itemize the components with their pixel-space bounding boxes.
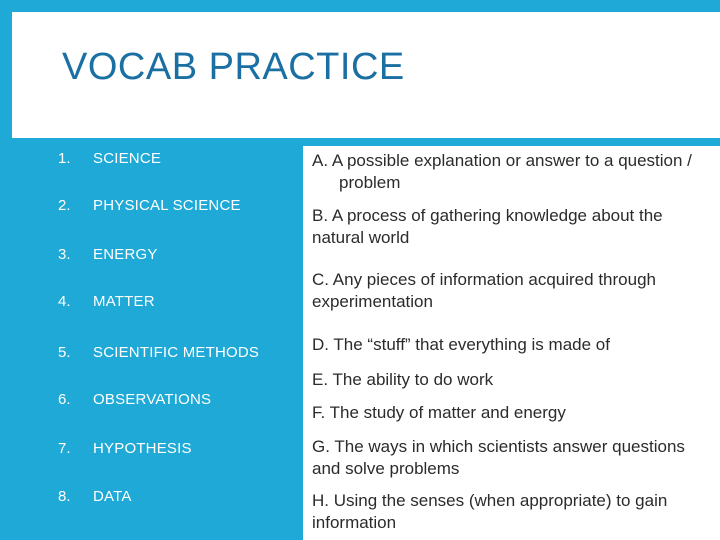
definition-item: C. Any pieces of information acquired through experimentation [312,270,656,311]
definition-item: D. The “stuff” that everything is made of [312,335,610,354]
term-word: OBSERVATIONS [93,391,212,408]
term-number: 1. [58,150,71,167]
term-number: 6. [58,391,71,408]
term-word: ENERGY [93,246,158,263]
term-number: 4. [58,293,71,310]
terms-list [0,138,303,540]
term-number: 8. [58,488,71,505]
term-word: SCIENTIFIC METHODS [93,344,260,361]
definitions-panel [303,146,720,540]
definition-item: A. A possible explanation or answer to a question / problem [312,151,692,192]
definition-item: H. Using the senses (when appropriate) to gain information [312,491,668,532]
term-number: 5. [58,344,71,361]
definition-item: B. A process of gathering knowledge about the natural world [312,206,663,247]
term-number: 2. [58,197,71,214]
term-word: DATA [93,488,132,505]
definition-item: G. The ways in which scientists answer questions and solve problems [312,437,685,478]
term-number: 7. [58,440,71,457]
slide-title: VOCAB PRACTICE [62,46,405,88]
title-panel [12,12,720,138]
definition-item: F. The study of matter and energy [312,403,566,422]
term-word: SCIENCE [93,150,162,167]
term-word: PHYSICAL SCIENCE [93,197,241,214]
term-word: MATTER [93,293,155,310]
term-number: 3. [58,246,71,263]
term-word: HYPOTHESIS [93,440,192,457]
definition-item: E. The ability to do work [312,370,494,389]
